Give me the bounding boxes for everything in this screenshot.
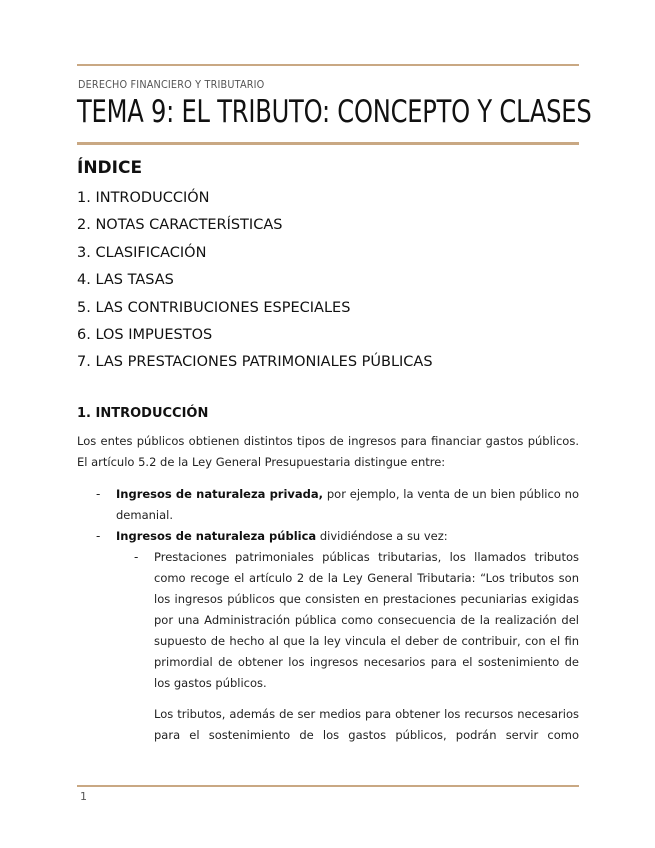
item-text: por ejemplo, la venta de un bien público no demanial. (116, 487, 579, 522)
bullet-dash: - (96, 529, 101, 543)
page-number: 1 (80, 790, 87, 803)
bullet-dash: - (96, 487, 101, 501)
footer-rule (77, 785, 579, 787)
subject-heading: DERECHO FINANCIERO Y TRIBUTARIO (78, 78, 265, 91)
list-item-public (116, 526, 579, 547)
toc-item: 4. LAS TASAS (77, 272, 174, 289)
page-title: TEMA 9: EL TRIBUTO: CONCEPTO Y CLASES (77, 94, 592, 130)
toc-item: 2. NOTAS CARACTERÍSTICAS (77, 217, 283, 234)
toc-item: 5. LAS CONTRIBUCIONES ESPECIALES (77, 299, 351, 316)
toc-item: 7. LAS PRESTACIONES PATRIMONIALES PÚBLICAS (77, 354, 433, 371)
item-bold-label: Ingresos de naturaleza pública (116, 529, 317, 543)
list-item-private (116, 484, 579, 526)
top-rule (77, 64, 579, 66)
toc-item: 3. CLASIFICACIÓN (77, 244, 207, 261)
title-rule (77, 142, 579, 145)
toc-item: 1. INTRODUCCIÓN (77, 190, 210, 206)
section-title: 1. INTRODUCCIÓN (77, 406, 209, 421)
sub-list-item-tributos: Prestaciones patrimoniales públicas tributarias, los llamados tributos como recoge el artículo 2 de la Ley General Tributaria: “Los tributos son los ingresos públicos que consisten en prestaciones pecuniarias exigidas por una Administración pública como consecuencia de la realización del supuesto de hecho al que la ley vincula el deber de contribuir, con el fin primordial de obtener los ingresos necesarios para el sostenimiento de los gastos públicos. (154, 550, 579, 690)
toc-item: 6. LOS IMPUESTOS (77, 326, 213, 343)
sub-list-continuation: Los tributos, además de ser medios para obtener los recursos necesarios para el sostenimiento de los gastos públicos, podrán servir como (154, 707, 579, 742)
intro-paragraph: Los entes públicos obtienen distintos tipos de ingresos para financiar gastos públicos. El artículo 5.2 de la Ley General Presupuestaria distingue entre: (77, 434, 579, 469)
table-of-contents (77, 187, 433, 379)
item-text: dividiéndose a su vez: (316, 529, 448, 543)
item-bold-label: Ingresos de naturaleza privada, (116, 487, 324, 501)
index-title: ÍNDICE (77, 158, 143, 178)
sub-bullet-dash: - (134, 550, 139, 564)
